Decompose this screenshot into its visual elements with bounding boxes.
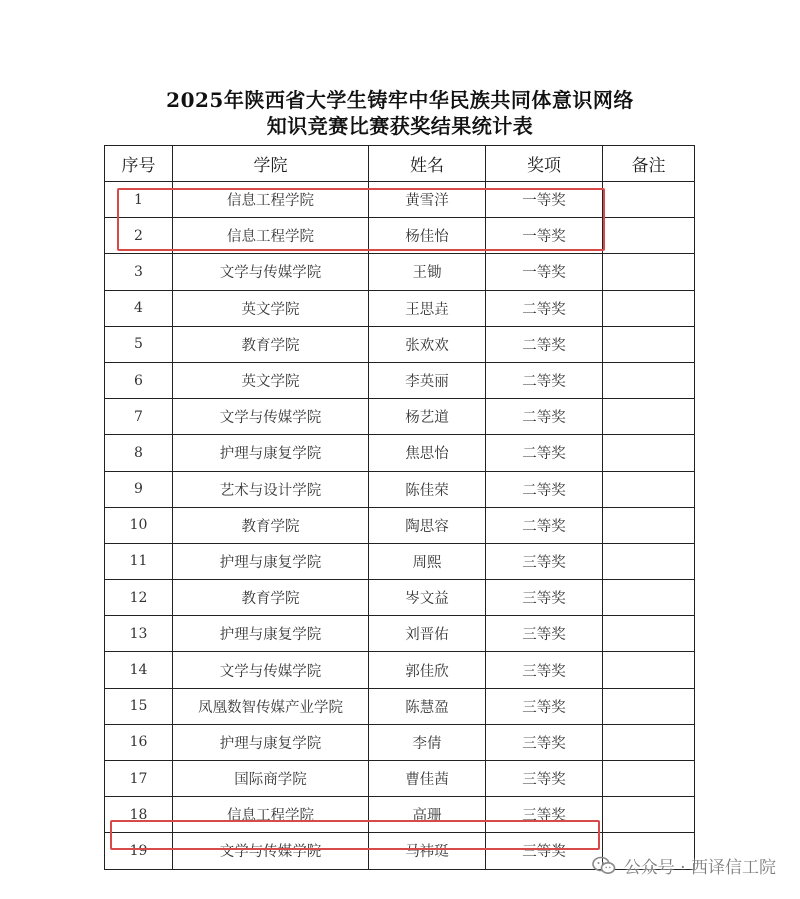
cell-college: 护理与康复学院 (173, 724, 369, 760)
table-row (105, 290, 695, 326)
cell-note (603, 797, 695, 833)
header-name: 姓名 (369, 146, 486, 182)
cell-college: 信息工程学院 (173, 182, 369, 218)
cell-award: 三等奖 (486, 688, 603, 724)
cell-name: 马祎珽 (369, 833, 486, 869)
cell-college: 信息工程学院 (173, 797, 369, 833)
table-row (105, 254, 695, 290)
cell-award: 二等奖 (486, 362, 603, 398)
cell-note (603, 652, 695, 688)
watermark (592, 853, 776, 878)
header-index: 序号 (105, 146, 173, 182)
cell-index: 8 (105, 435, 173, 471)
cell-note (603, 688, 695, 724)
cell-college: 英文学院 (173, 362, 369, 398)
cell-college: 护理与康复学院 (173, 616, 369, 652)
cell-award: 三等奖 (486, 543, 603, 579)
cell-note (603, 761, 695, 797)
table-row (105, 471, 695, 507)
cell-award: 二等奖 (486, 471, 603, 507)
cell-index: 12 (105, 580, 173, 616)
cell-college: 护理与康复学院 (173, 435, 369, 471)
cell-index: 16 (105, 724, 173, 760)
table-row (105, 182, 695, 218)
cell-award: 二等奖 (486, 399, 603, 435)
cell-name: 黄雪洋 (369, 182, 486, 218)
cell-index: 15 (105, 688, 173, 724)
cell-award: 一等奖 (486, 182, 603, 218)
table-row (105, 362, 695, 398)
cell-award: 二等奖 (486, 290, 603, 326)
cell-college: 教育学院 (173, 326, 369, 362)
cell-index: 19 (105, 833, 173, 869)
header-college: 学院 (173, 146, 369, 182)
table-row (105, 326, 695, 362)
cell-index: 2 (105, 218, 173, 254)
cell-college: 国际商学院 (173, 761, 369, 797)
cell-award: 二等奖 (486, 435, 603, 471)
table-row (105, 435, 695, 471)
cell-college: 教育学院 (173, 580, 369, 616)
table-row (105, 507, 695, 543)
cell-name: 陈慧盈 (369, 688, 486, 724)
cell-index: 18 (105, 797, 173, 833)
cell-award: 一等奖 (486, 218, 603, 254)
cell-name: 杨艺道 (369, 399, 486, 435)
table-row (105, 580, 695, 616)
cell-award: 二等奖 (486, 326, 603, 362)
cell-index: 4 (105, 290, 173, 326)
cell-name: 高珊 (369, 797, 486, 833)
table-row (105, 688, 695, 724)
cell-note (603, 362, 695, 398)
cell-note (603, 290, 695, 326)
cell-award: 三等奖 (486, 580, 603, 616)
cell-index: 6 (105, 362, 173, 398)
cell-college: 信息工程学院 (173, 218, 369, 254)
table-row (105, 543, 695, 579)
table-header (105, 146, 695, 182)
cell-index: 9 (105, 471, 173, 507)
awards-table (104, 145, 695, 870)
cell-index: 17 (105, 761, 173, 797)
cell-note (603, 471, 695, 507)
cell-college: 文学与传媒学院 (173, 833, 369, 869)
table-row (105, 797, 695, 833)
table-body (105, 182, 695, 870)
cell-award: 三等奖 (486, 616, 603, 652)
cell-name: 陈佳荣 (369, 471, 486, 507)
cell-college: 教育学院 (173, 507, 369, 543)
cell-college: 凤凰数智传媒产业学院 (173, 688, 369, 724)
cell-note (603, 724, 695, 760)
table-row (105, 218, 695, 254)
cell-award: 三等奖 (486, 797, 603, 833)
cell-award: 三等奖 (486, 761, 603, 797)
table-row (105, 724, 695, 760)
table-row (105, 761, 695, 797)
cell-name: 郭佳欣 (369, 652, 486, 688)
cell-index: 7 (105, 399, 173, 435)
cell-award: 三等奖 (486, 833, 603, 869)
cell-award: 三等奖 (486, 652, 603, 688)
cell-index: 1 (105, 182, 173, 218)
cell-name: 刘晋佑 (369, 616, 486, 652)
cell-note (603, 254, 695, 290)
document-title-line1: 2025年陕西省大学生铸牢中华民族共同体意识网络 (166, 88, 634, 112)
cell-note (603, 218, 695, 254)
cell-note (603, 580, 695, 616)
cell-name: 王锄 (369, 254, 486, 290)
header-note: 备注 (603, 146, 695, 182)
cell-name: 陶思容 (369, 507, 486, 543)
watermark-text: 公众号 · 西译信工院 (623, 858, 776, 878)
cell-name: 杨佳怡 (369, 218, 486, 254)
cell-name: 周熙 (369, 543, 486, 579)
cell-name: 焦思怡 (369, 435, 486, 471)
cell-college: 文学与传媒学院 (173, 652, 369, 688)
cell-index: 13 (105, 616, 173, 652)
cell-index: 14 (105, 652, 173, 688)
cell-name: 李倩 (369, 724, 486, 760)
wechat-icon (592, 856, 616, 876)
cell-award: 二等奖 (486, 507, 603, 543)
header-row (105, 146, 695, 182)
cell-college: 文学与传媒学院 (173, 399, 369, 435)
cell-note (603, 399, 695, 435)
cell-index: 10 (105, 507, 173, 543)
header-award: 奖项 (486, 146, 603, 182)
cell-college: 文学与传媒学院 (173, 254, 369, 290)
cell-name: 李英丽 (369, 362, 486, 398)
table-row (105, 616, 695, 652)
cell-name: 张欢欢 (369, 326, 486, 362)
cell-note (603, 435, 695, 471)
document-title-line2: 知识竞赛比赛获奖结果统计表 (266, 114, 534, 138)
cell-name: 岑文益 (369, 580, 486, 616)
cell-award: 三等奖 (486, 724, 603, 760)
cell-index: 5 (105, 326, 173, 362)
cell-college: 英文学院 (173, 290, 369, 326)
cell-college: 护理与康复学院 (173, 543, 369, 579)
cell-award: 一等奖 (486, 254, 603, 290)
cell-name: 王思垚 (369, 290, 486, 326)
cell-note (603, 507, 695, 543)
cell-note (603, 543, 695, 579)
cell-note (603, 326, 695, 362)
cell-note (603, 182, 695, 218)
cell-name: 曹佳茜 (369, 761, 486, 797)
cell-index: 3 (105, 254, 173, 290)
table-row (105, 399, 695, 435)
cell-college: 艺术与设计学院 (173, 471, 369, 507)
cell-index: 11 (105, 543, 173, 579)
table-row (105, 652, 695, 688)
cell-note (603, 616, 695, 652)
